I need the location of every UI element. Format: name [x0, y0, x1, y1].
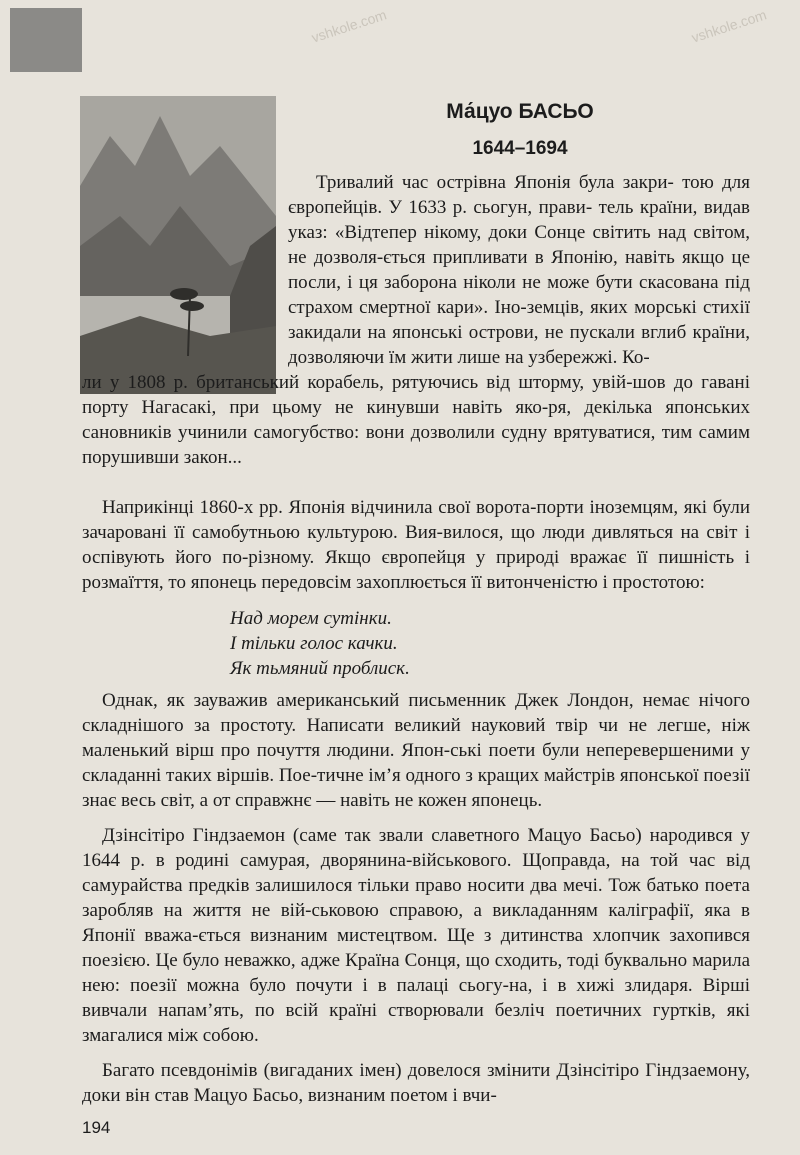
- paragraph-intro-line: тою для європейців. У 1633 р. сьогун, прави-: [288, 172, 750, 218]
- mountain-landscape-drawing: [80, 96, 276, 394]
- page-title: Ма́цуо БАСЬО: [446, 100, 594, 123]
- paragraph-opening: Наприкінці 1860-х рр. Японія відчинила свої ворота-порти іноземцям, які були зачаровані її самобутньою культурою. Вия-вилося, що люди дивляться на світ і оспівують його по-різному. Якщо європейця у природі вражає її пишність і розмаїття, то японець передовсім захоплюється її витонченістю і простотою:: [82, 497, 750, 593]
- haiku-poem: [230, 606, 410, 681]
- corner-marker: [10, 8, 82, 72]
- paragraph-intro: [288, 170, 750, 370]
- paragraph-simplicity: Однак, як зауважив американський письменник Джек Лондон, немає нічого складнішого за простоту. Написати великий науковий твір чи не легше, ніж маленький вірш про почуття людини. Япон-ські поети були неперевершеними у складанні таких віршів. Пое-тичне ім’я одного з кращих майстрів японської поезії знає весь світ, а от справжнє — навіть не кожен японець.: [82, 690, 750, 811]
- poem-line: І тільки голос качки.: [230, 633, 398, 654]
- life-years: 1644–1694: [472, 138, 568, 159]
- paragraph-intro-continued: ли у 1808 р. британський корабель, рятуючись від шторму, увій-шов до гавані порту Нагасакі, при цьому не кинувши навіть яко-ря, декілька японських сановників учинили самогубство: вони дозволили судну врятуватися, тим самим порушивши закон...: [82, 372, 750, 468]
- watermark: vshkole.com: [309, 6, 389, 46]
- paragraph-intro-line: тель країни, видав указ: «Відтепер нікому, доки Сонце світить над світом, не дозволя-ється припливати в Японію, навіть якщо це посли, і ця заборона ніколи не може бути скасована під страхом смертної кари». Іно-земців, яких морські стихії закидали на японські острови, не пускали вглиб країни, дозволяючи їм жити лише на узбережжі. Ко-: [288, 197, 750, 368]
- page-number: 194: [82, 1118, 111, 1137]
- poem-line: Як тьмяний проблиск.: [230, 658, 410, 679]
- watermark: vshkole.com: [689, 6, 769, 46]
- poem-line: Над морем сутінки.: [230, 608, 392, 629]
- paragraph-pseudonyms: Багато псевдонімів (вигаданих імен) довелося змінити Дзінсітіро Гіндзаемону, доки він став Мацуо Басьо, визнаним поетом і вчи-: [82, 1060, 750, 1106]
- mountain-landscape-illustration: [80, 96, 276, 394]
- paragraph-intro-line: Тривалий час острівна Японія була закри-: [316, 172, 674, 193]
- paragraph-biography: Дзінсітіро Гіндзаемон (саме так звали славетного Мацуо Басьо) народився у 1644 р. в родині самурая, дворянина-військового. Щоправда, на той час від самурайства предків залишилося тільки право носити два мечі. Тож батько поета заробляв на життя не вій-ськовою справою, а викладанням каліграфії, яка в Японії вважа-ється визнаним мистецтвом. Ще з дитинства хлопчик захопився поезією. Це було неважко, адже Країна Сонця, що сходить, тоді буквально марила нею: поезії можна було почути і в палаці сьогу-на, і в хижі злидаря. Вірші вивчали напам’ять, по всій країні створювали безліч поетичних гуртків, які змагалися між собою.: [82, 825, 750, 1046]
